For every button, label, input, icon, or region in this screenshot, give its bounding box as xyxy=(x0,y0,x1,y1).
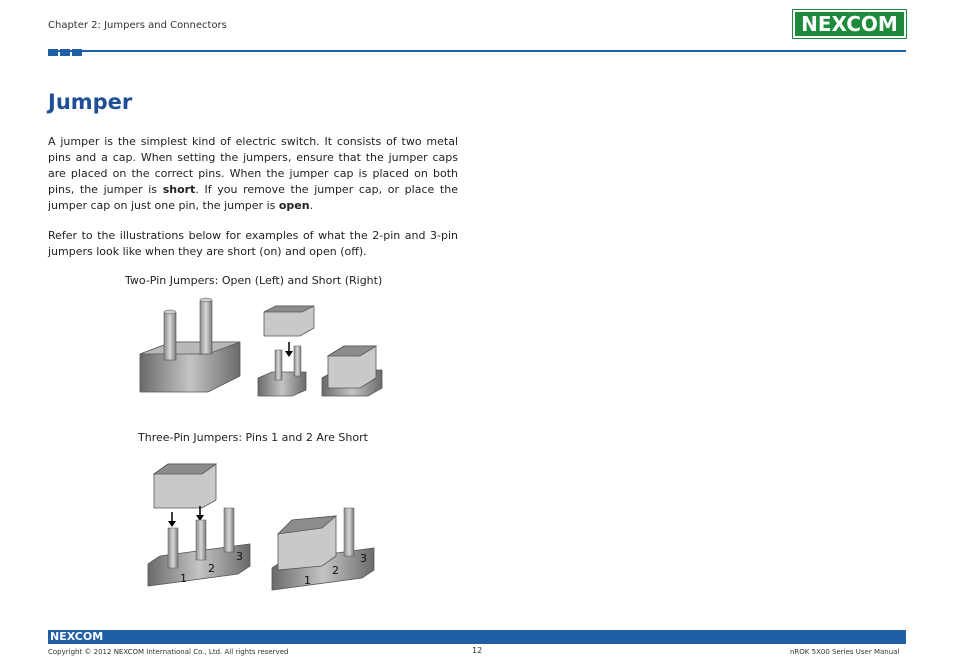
chapter-heading: Chapter 2: Jumpers and Connectors xyxy=(48,20,227,31)
paragraph-refer: Refer to the illustrations below for examples of what the 2-pin and 3-pin jumpers look like when they are short (on) and open (off). xyxy=(48,229,458,258)
copyright-text: Copyright © 2012 NEXCOM International Co., Ltd. All rights reserved xyxy=(48,648,289,656)
caption-three-pin: Three-Pin Jumpers: Pins 1 and 2 Are Short xyxy=(138,431,368,444)
header-rule xyxy=(48,50,906,52)
pin-label-2b: 2 xyxy=(332,564,339,577)
caption-two-pin: Two-Pin Jumpers: Open (Left) and Short (Right) xyxy=(125,274,383,287)
page-title: Jumper xyxy=(48,90,133,114)
pin-label-1: 1 xyxy=(180,572,187,585)
nexcom-logo xyxy=(793,10,906,38)
footer-logo: NEXCOM xyxy=(50,630,104,643)
paragraph-intro xyxy=(48,134,458,214)
para1-short: short xyxy=(162,183,196,196)
para1-open: open xyxy=(278,199,310,212)
header-squares xyxy=(48,49,82,56)
manual-title: nROK 5X00 Series User Manual xyxy=(790,648,900,656)
two-pin-jumper-illustration xyxy=(136,294,386,404)
pin-label-2: 2 xyxy=(208,562,215,575)
page-number: 12 xyxy=(472,646,483,655)
three-pin-jumper-illustration xyxy=(146,456,386,592)
pin-label-3: 3 xyxy=(236,550,243,563)
para1-end: . xyxy=(309,199,314,212)
logo-text: NEXCOM xyxy=(801,12,898,36)
para1-text-a: A jumper is the simplest kind of electric switch. It consists of two metal pins and a cap. When setting the jumpers, ensure that the jumper caps are placed on the correct pins. When the jumper cap is placed on both pins, the jumper is xyxy=(48,135,458,196)
pin-label-1b: 1 xyxy=(304,574,311,587)
footer-bar xyxy=(48,630,906,644)
para1-text-b: . If you remove the jumper cap, or place the jumper cap on just one pin, the jumper is xyxy=(48,183,458,212)
pin-label-3b: 3 xyxy=(360,552,367,565)
